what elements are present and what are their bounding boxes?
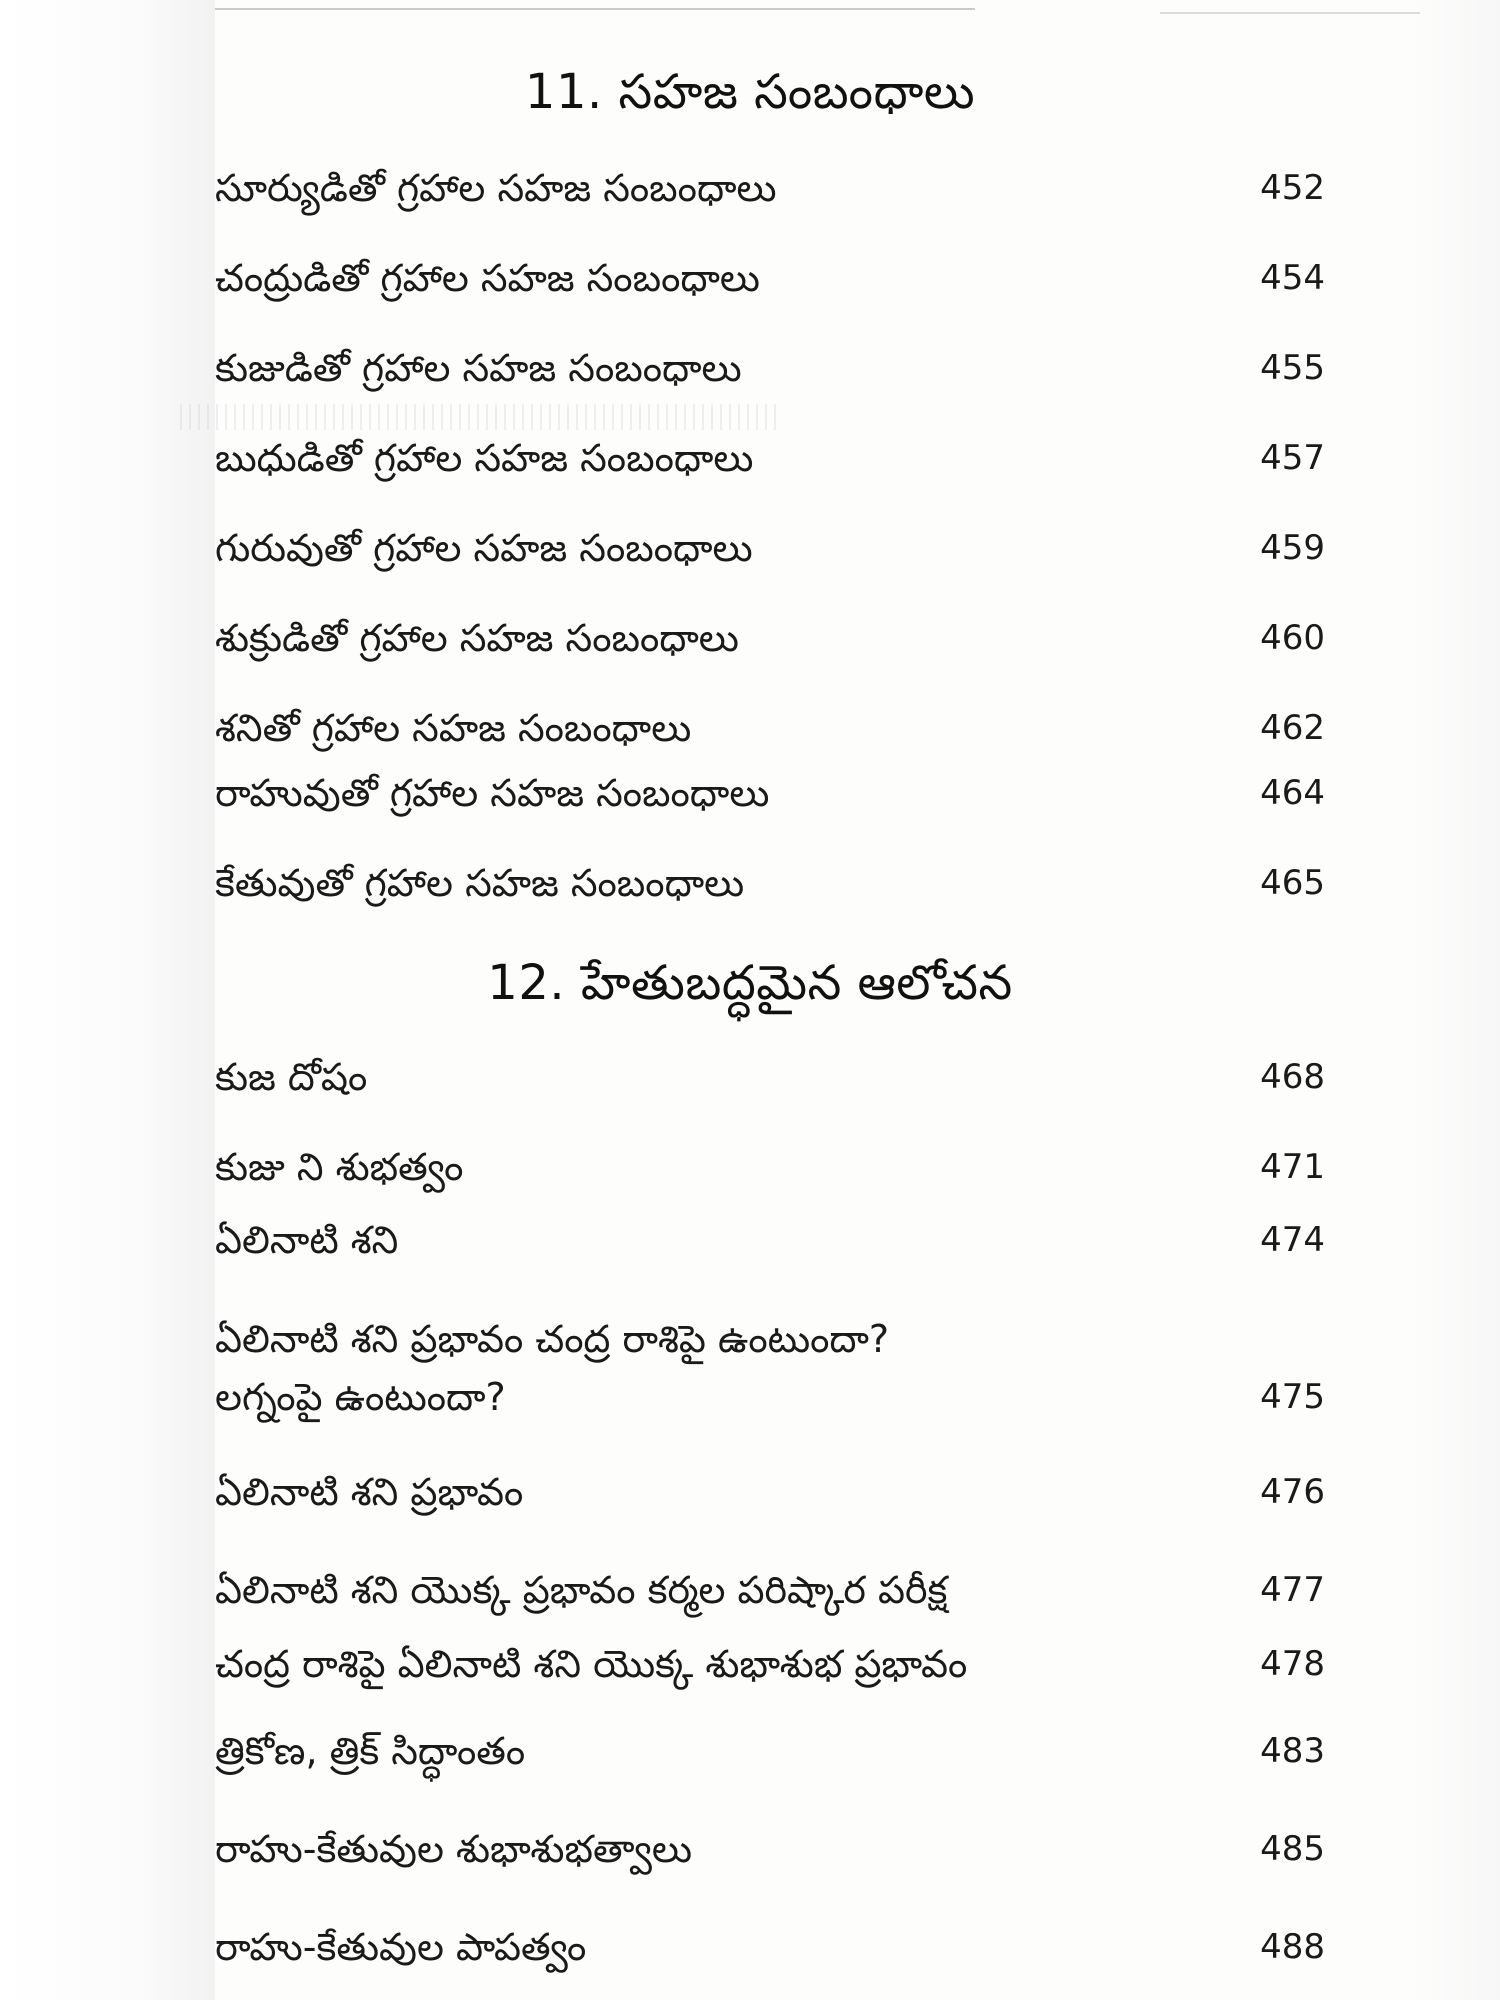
toc-entry-label: త్రికోణ, త్రిక్ సిద్ధాంతం: [215, 1729, 526, 1773]
toc-entry-page: 485: [1260, 1829, 1325, 1869]
toc-entry-page: 452: [1260, 168, 1325, 208]
toc-entry-page: 457: [1260, 438, 1325, 478]
top-edge-mark: [1160, 0, 1420, 14]
toc-entry-page: 459: [1260, 528, 1325, 568]
toc-entry[interactable]: [215, 1463, 1325, 1521]
toc-entry-label: గురువుతో గ్రహాల సహజ సంబంధాలు: [215, 526, 753, 570]
section-title: 12. హేతుబద్ధమైన ఆలోచన: [487, 955, 1013, 1011]
toc-entry[interactable]: [215, 249, 1325, 307]
toc-entry[interactable]: [215, 1722, 1325, 1780]
toc-entry-label: శుక్రుడితో గ్రహాల సహజ సంబంధాలు: [215, 616, 739, 660]
toc-entry-label: రాహు-కేతువుల పాపత్వం: [215, 1925, 587, 1969]
toc-entry[interactable]: [215, 1048, 1325, 1106]
toc-entry-label-line: ఏలినాటి శని ప్రభావం చంద్ర రాశిపై ఉంటుందా?: [215, 1317, 890, 1361]
toc-entry-page: 488: [1260, 1927, 1325, 1967]
section-title: 11. సహజ సంబంధాలు: [524, 64, 976, 120]
top-rule: [215, 0, 975, 10]
toc-entry[interactable]: [215, 609, 1325, 667]
toc-entry-label: చంద్ర రాశిపై ఏలినాటి శని యొక్క శుభాశుభ ప్రభావం: [215, 1642, 968, 1686]
toc-entry[interactable]: [215, 159, 1325, 217]
toc-entry-page: 475: [1260, 1377, 1325, 1417]
toc-entry[interactable]: [215, 339, 1325, 397]
toc-entry-page: 471: [1260, 1147, 1325, 1187]
toc-entry-label: కుజుడితో గ్రహాల సహజ సంబంధాలు: [215, 346, 742, 390]
toc-entry-page: 454: [1260, 258, 1325, 298]
toc-entry-label: బుధుడితో గ్రహాల సహజ సంబంధాలు: [215, 436, 754, 480]
toc-entry[interactable]: [215, 854, 1325, 912]
toc-entry-page: 483: [1260, 1731, 1325, 1771]
toc-entry-label: రాహువుతో గ్రహాల సహజ సంబంధాలు: [215, 771, 770, 815]
toc-entry-label: కుజ దోషం: [215, 1055, 368, 1099]
toc-entry[interactable]: [215, 1820, 1325, 1878]
toc-entry[interactable]: [215, 1918, 1325, 1976]
toc-entry-label: చంద్రుడితో గ్రహాల సహజ సంబంధాలు: [215, 256, 760, 300]
toc-entry-page: 468: [1260, 1057, 1325, 1097]
toc-entry-label: ఏలినాటి శని: [215, 1218, 399, 1262]
toc-entry[interactable]: [215, 764, 1325, 822]
toc-entry-page: 476: [1260, 1472, 1325, 1512]
toc-entry-label: ఏలినాటి శని యొక్క ప్రభావం కర్మల పరిష్కార పరీక్ష: [215, 1568, 948, 1612]
toc-entry-page: 474: [1260, 1220, 1325, 1260]
toc-entry-page: 460: [1260, 618, 1325, 658]
toc-entry-label: శనితో గ్రహాల సహజ సంబంధాలు: [215, 706, 692, 750]
toc-entry-label: రాహు-కేతువుల శుభాశుభత్వాలు: [215, 1827, 692, 1871]
toc-entry[interactable]: [215, 1310, 1325, 1426]
toc-entry[interactable]: [215, 699, 1325, 757]
toc-entry-label: ఏలినాటి శని ప్రభావం: [215, 1470, 524, 1514]
toc-entry-page: 478: [1260, 1644, 1325, 1684]
toc-entry-label: కుజు ని శుభత్వం: [215, 1145, 464, 1189]
toc-entry-page: 462: [1260, 708, 1325, 748]
toc-entry[interactable]: [215, 519, 1325, 577]
toc-entry[interactable]: [215, 1211, 1325, 1269]
toc-entry-page: 477: [1260, 1570, 1325, 1610]
toc-entry[interactable]: [215, 1635, 1325, 1693]
scan-artifact: [180, 404, 780, 430]
toc-entry[interactable]: [215, 1561, 1325, 1619]
toc-entry-page: 465: [1260, 863, 1325, 903]
toc-entry-page: 455: [1260, 348, 1325, 388]
toc-entry[interactable]: [215, 429, 1325, 487]
toc-entry-label: సూర్యుడితో గ్రహాల సహజ సంబంధాలు: [215, 166, 777, 210]
toc-entry-label: కేతువుతో గ్రహాల సహజ సంబంధాలు: [215, 861, 745, 905]
toc-entry-label: [215, 1310, 889, 1426]
toc-entry-page: 464: [1260, 773, 1325, 813]
toc-entry[interactable]: [215, 1138, 1325, 1196]
toc-entry-label-line: లగ్నంపై ఉంటుందా?: [215, 1375, 506, 1419]
